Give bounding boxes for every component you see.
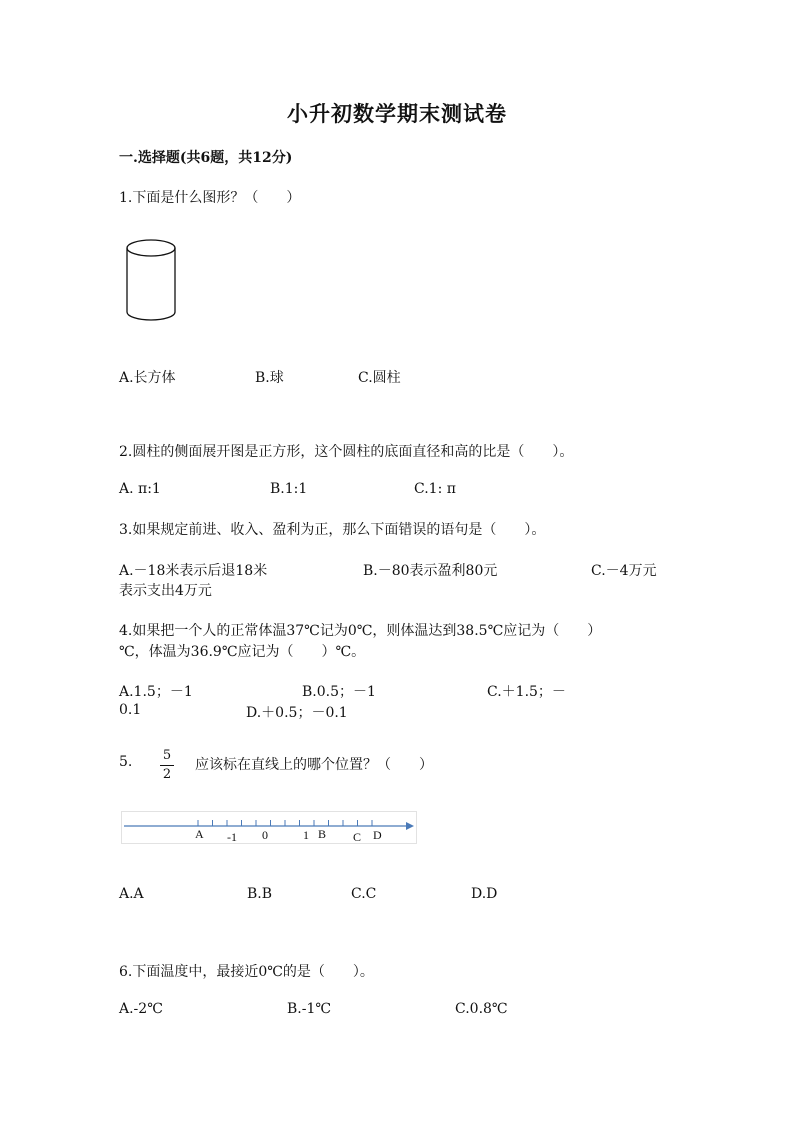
question-4-option-b: B.0.5；－1 — [302, 684, 376, 700]
question-3-option-c-wrap: 表示支出4万元 — [119, 583, 212, 599]
question-5-option-b: B.B — [247, 886, 273, 902]
question-3-option-b: B.－80表示盈利80元 — [363, 563, 498, 579]
fraction-numerator: 5 — [162, 748, 172, 763]
fraction-denominator: 2 — [162, 767, 172, 782]
question-6-option-b: B.-1℃ — [287, 1001, 332, 1017]
question-4-option-d: D.＋0.5；－0.1 — [246, 705, 348, 721]
number-line-label-a: A — [195, 827, 204, 841]
question-4-option-a: A.1.5；－1 — [119, 684, 193, 700]
fraction-bar — [160, 765, 174, 766]
question-2-text: 2.圆柱的侧面展开图是正方形，这个圆柱的底面直径和高的比是（ ）。 — [119, 444, 574, 460]
question-6-text: 6.下面温度中，最接近0℃的是（ ）。 — [119, 964, 374, 980]
question-5-option-c: C.C — [351, 886, 377, 902]
question-2-option-b: B.1:1 — [270, 481, 308, 497]
question-6-option-c: C.0.8℃ — [455, 1001, 508, 1017]
number-line-label-c: C — [353, 830, 362, 844]
question-5-option-d: D.D — [471, 886, 498, 902]
question-6-option-a: A.-2℃ — [119, 1001, 163, 1017]
question-2-option-a: A. π:1 — [119, 481, 161, 497]
question-3-text: 3.如果规定前进、收入、盈利为正，那么下面错误的语句是（ ）。 — [119, 522, 546, 538]
question-5-text: 应该标在直线上的哪个位置？（ ） — [195, 757, 433, 773]
number-line-label-b: B — [318, 827, 327, 841]
cylinder-figure — [124, 238, 180, 324]
question-3-option-c: C.－4万元 — [591, 563, 657, 579]
section-heading: 一.选择题(共6题，共12分) — [119, 150, 293, 166]
question-4-text-line-1: 4.如果把一个人的正常体温37℃记为0℃，则体温达到38.5℃应记为（ ） — [119, 623, 602, 639]
number-line-label-minus-one: -1 — [227, 830, 237, 844]
question-2-option-c: C.1: π — [414, 481, 456, 497]
question-4-text-line-2: ℃，体温为36.9℃应记为（ ）℃。 — [119, 644, 366, 660]
question-5-number: 5. — [119, 754, 133, 770]
question-1-option-b: B.球 — [255, 370, 284, 386]
number-line-label-zero: 0 — [262, 828, 268, 842]
question-5-option-a: A.A — [119, 886, 144, 902]
number-line — [122, 812, 416, 843]
question-4-option-c-wrap: 0.1 — [119, 702, 142, 718]
number-line-label-d: D — [373, 828, 382, 842]
question-3-option-a: A.－18米表示后退18米 — [119, 563, 268, 579]
fraction-five-halves — [160, 748, 174, 783]
question-1-option-c: C.圆柱 — [358, 370, 401, 386]
question-4-option-c: C.＋1.5；－ — [487, 684, 566, 700]
number-line-label-one: 1 — [303, 828, 309, 842]
number-line-frame — [121, 811, 417, 844]
question-1-text: 1.下面是什么图形？（ ） — [119, 190, 301, 206]
question-1-option-a: A.长方体 — [119, 370, 176, 386]
page-title: 小升初数学期末测试卷 — [287, 101, 507, 126]
